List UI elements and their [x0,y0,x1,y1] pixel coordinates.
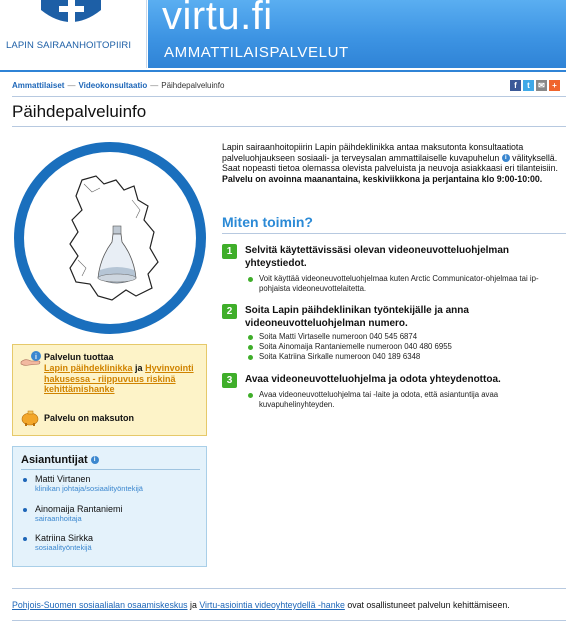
footer-link-virtu-hanke[interactable]: Virtu-asiointia videoyhteydellä -hanke [199,600,345,610]
site-header [0,0,566,73]
expert-name: Katriina Sirkka [35,533,94,543]
experts-box [12,446,207,567]
expert-name: Ainomaija Rantaniemi [35,504,123,514]
page-title: Päihdepalveluinfo [12,102,147,121]
twitter-icon[interactable]: t [523,80,534,91]
intro-text [222,142,562,184]
provider-and: ja [135,363,143,373]
step-title: Soita Lapin päihdeklinikan työntekijälle ja anna videoneuvotteluohjelman numero. [245,305,469,329]
info-icon[interactable]: i [91,456,99,464]
breadcrumb-separator: — [150,81,159,90]
experts-title-text: Asiantuntijat [21,454,88,466]
service-info-box [12,344,207,436]
divider [21,469,200,470]
footer-link-osaamiskeskus[interactable]: Pohjois-Suomen sosiaalialan osaamiskeskus [12,600,188,610]
bullet-icon [23,537,27,541]
expert-role: sairaanhoitaja [35,514,82,523]
breadcrumb-link-ammattilaiset[interactable]: Ammattilaiset [12,81,65,90]
step-number-badge: 2 [222,304,237,319]
list-item: Soita Katriina Sirkalle numeroon 040 189 6348 [248,352,562,362]
bullet-icon [23,478,27,482]
divider [12,588,566,589]
expert-name: Matti Virtanen [35,474,91,484]
header-divider [0,70,566,72]
list-item: Voit käyttää videoneuvotteluohjelmaa kuten Arctic Communicator-ohjelmaa tai ip-pohjaista videoneuvottelaitetta. [248,274,562,294]
step-title: Selvitä käytettävissäsi olevan videoneuvotteluohjelman yhteystiedot. [245,245,509,269]
footer-tail: ovat osallistuneet palvelun kehittämiseen. [347,600,510,610]
list-item: Soita Ainomaija Rantaniemelle numeroon 040 480 6955 [248,342,562,352]
provider-link[interactable]: Lapin päihdeklinikka [44,363,133,373]
brand-subtitle: AMMATTILAISPALVELUT [164,44,349,61]
how-section-title: Miten toimin? [222,214,313,230]
footer-and: ja [190,600,197,610]
divider [12,96,566,97]
experts-title [21,454,99,466]
opening-hours: Palvelu on avoinna maanantaina, keskiviikkona ja perjantaina klo 9:00-10:00. [222,173,543,184]
step-number-badge: 3 [222,373,237,388]
footer-credits [12,600,510,610]
divider [12,126,566,127]
org-name: LAPIN SAIRAANHOITOPIIRI [6,40,132,51]
piggy-bank-icon [21,410,39,426]
facebook-icon[interactable]: f [510,80,521,91]
breadcrumb-link-videokonsultaatio[interactable]: Videokonsultaatio [78,81,148,90]
free-service-label: Palvelu on maksuton [44,413,135,423]
plus-icon[interactable]: + [549,80,560,91]
share-buttons [510,80,560,91]
org-logo[interactable] [0,0,147,68]
intro-line1: Lapin sairaanhoitopiirin Lapin päihdeklinikka antaa maksutonta konsultaatiota palveluohjaukseen sosiaali- ja terveysalan ammattilaiselle kuvapuhelun [222,142,524,163]
info-icon[interactable]: i [502,154,510,162]
step-list [248,390,562,410]
lapland-map-illustration [12,140,208,336]
expert-role: klinikan johtaja/sosiaalityöntekijä [35,484,143,493]
divider [222,233,566,234]
breadcrumb-current: Päihdepalveluinfo [161,81,225,90]
svg-text:i: i [35,354,37,361]
brand-title: virtu.fi [162,0,273,38]
bullet-icon [23,508,27,512]
hand-info-icon [19,350,43,368]
intro-line2: välityksellä. Saat nopeasti tietoa olemassa olevista palveluista ja neuvoja asiakkaasi eri tilanteisiin. [222,152,558,174]
provider-info [44,352,204,395]
divider [12,620,566,621]
site-banner[interactable] [148,0,566,68]
list-item: Soita Matti Virtaselle numeroon 040 545 6874 [248,332,562,342]
list-item: Avaa videoneuvotteluohjelma tai -laite ja odota, että asiantuntija avaa kuvapuhelinyhteyden. [248,390,562,410]
org-logo-icon [36,0,106,32]
step-list [248,274,562,294]
expert-role: sosiaalityöntekijä [35,543,92,552]
provider-label: Palvelun tuottaa [44,352,114,362]
email-icon[interactable]: ✉ [536,80,547,91]
step-list [248,332,562,362]
breadcrumb [12,81,224,90]
project-link[interactable]: Hyvinvointi hakusessa - riippuvuus riskinä kehittämishanke [44,363,194,394]
step-number-badge: 1 [222,244,237,259]
step-title: Avaa videoneuvotteluohjelma ja odota yhteydenottoa. [245,374,501,385]
breadcrumb-separator: — [67,81,76,90]
